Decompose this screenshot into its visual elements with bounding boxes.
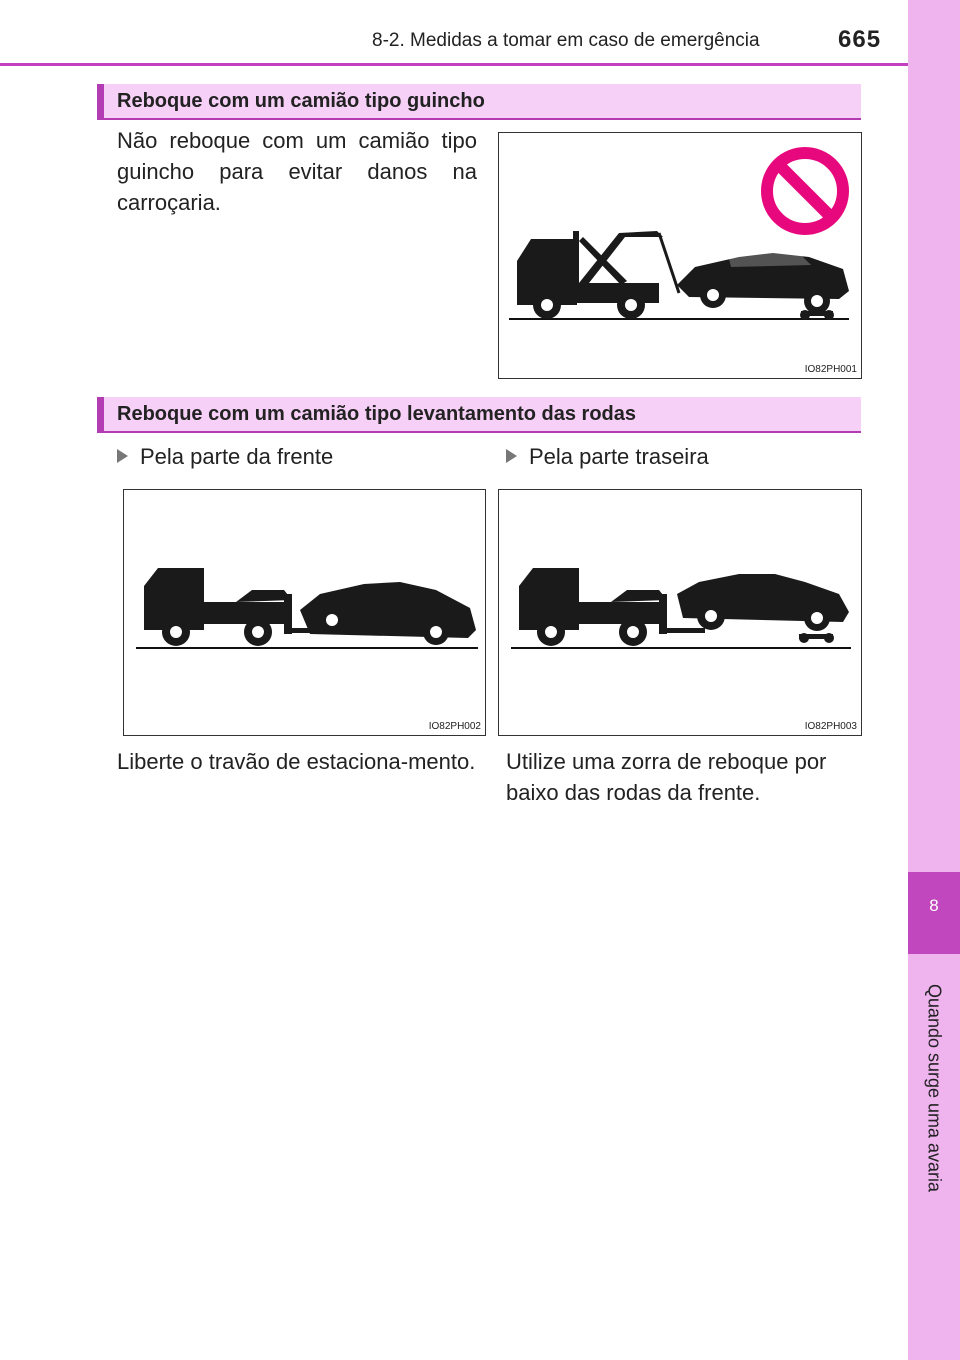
figure-wheel-lift-rear <box>498 489 862 736</box>
car-illustration <box>300 582 476 645</box>
running-header: 8-2. Medidas a tomar em caso de emergência <box>372 30 760 51</box>
section1-paragraph: Não reboque com um camião tipo guincho para evitar danos na carroçaria. <box>117 128 477 215</box>
triangle-bullet-icon <box>117 449 128 463</box>
figure-code: IO82PH001 <box>804 364 857 375</box>
tow-truck-illustration <box>144 568 330 646</box>
prohibited-icon <box>767 153 843 229</box>
car-illustration <box>677 251 849 320</box>
chapter-label: Quando surge uma avaria <box>924 983 945 1193</box>
figure-hook-truck <box>498 132 862 379</box>
page-number: 665 <box>838 26 882 53</box>
bullet-rear <box>506 444 709 470</box>
bullet-front <box>117 444 333 470</box>
tow-truck-illustration <box>517 231 679 319</box>
bullet-rear-label: Pela parte traseira <box>529 444 709 469</box>
section-heading-wheel-lift: Reboque com um camião tipo levantamento das rodas <box>97 397 861 433</box>
header-rule <box>0 63 908 66</box>
bullet-front-label: Pela parte da frente <box>140 444 334 469</box>
section2-right-paragraph: Utilize uma zorra de reboque por baixo das rodas da frente. <box>506 749 827 805</box>
figure-code: IO82PH003 <box>804 721 857 732</box>
triangle-bullet-icon <box>506 449 517 463</box>
figure-code: IO82PH002 <box>428 721 481 732</box>
chapter-number: 8 <box>908 872 960 954</box>
figure-wheel-lift-front <box>123 489 486 736</box>
tow-truck-illustration <box>519 568 705 646</box>
section-heading-tow-truck: Reboque com um camião tipo guincho <box>97 84 861 120</box>
section2-left-paragraph: Liberte o travão de estaciona-mento. <box>117 749 476 774</box>
